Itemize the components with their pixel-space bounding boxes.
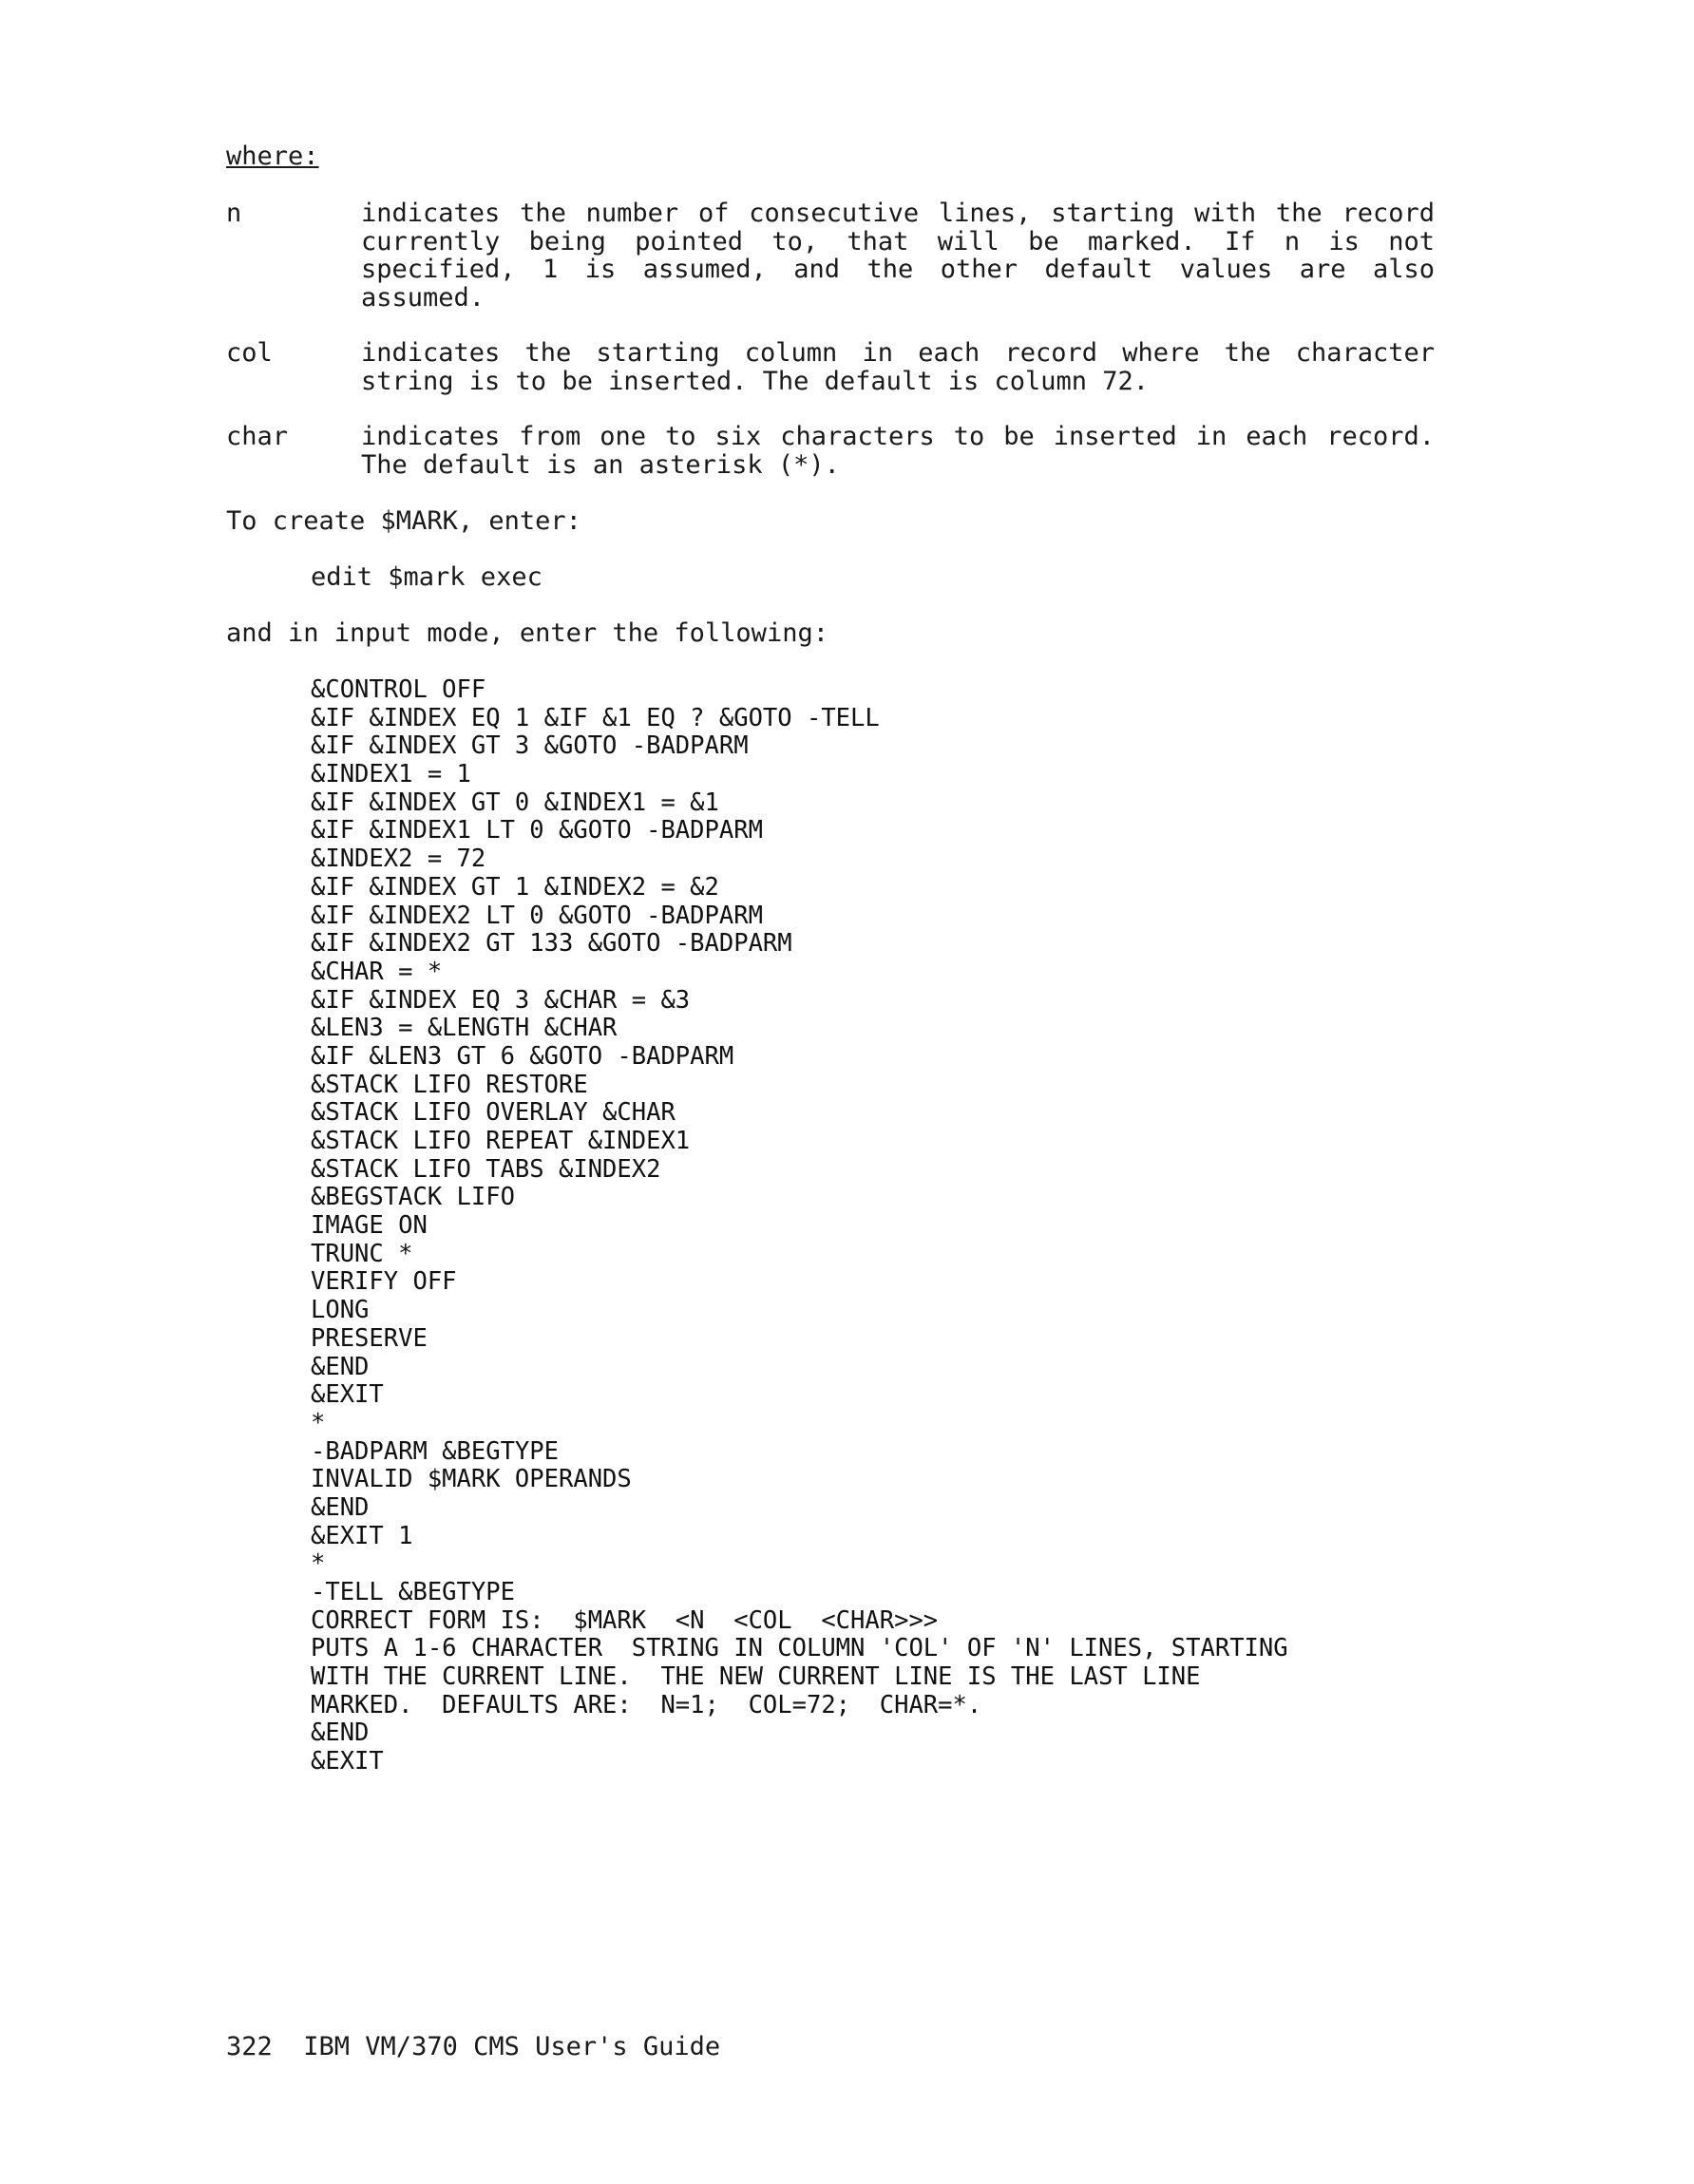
code-line: IMAGE ON	[311, 1211, 428, 1241]
create-intro-text: To create $MARK, enter:	[226, 506, 581, 536]
code-line: &EXIT 1	[311, 1521, 413, 1550]
code-line: &BEGSTACK LIFO	[311, 1183, 515, 1212]
code-line: -BADPARM &BEGTYPE	[311, 1436, 559, 1466]
code-line: &IF &INDEX2 GT 133 &GOTO -BADPARM	[311, 929, 792, 959]
definition-text-char: indicates from one to six characters to be inserted in each record. The default is an asterisk (*).	[361, 422, 1435, 480]
code-line: &END	[311, 1352, 370, 1381]
code-line: &END	[311, 1492, 370, 1522]
code-line: WITH THE CURRENT LINE. THE NEW CURRENT LINE IS THE LAST LINE	[311, 1662, 1201, 1692]
definition-term-n: n	[226, 199, 242, 228]
code-line: LONG	[311, 1296, 370, 1325]
code-line: INVALID $MARK OPERANDS	[311, 1465, 632, 1494]
where-heading: where:	[226, 142, 319, 171]
code-line: &STACK LIFO OVERLAY &CHAR	[311, 1098, 676, 1128]
input-intro-text: and in input mode, enter the following:	[226, 618, 828, 648]
code-line: &IF &INDEX1 LT 0 &GOTO -BADPARM	[311, 816, 763, 845]
code-line: &LEN3 = &LENGTH &CHAR	[311, 1014, 618, 1043]
code-line: &STACK LIFO REPEAT &INDEX1	[311, 1127, 691, 1155]
code-line: &EXIT	[311, 1747, 384, 1776]
code-line: *	[311, 1408, 326, 1437]
code-line: &INDEX1 = 1	[311, 760, 471, 789]
code-line: -TELL &BEGTYPE	[311, 1578, 515, 1606]
code-line: &IF &INDEX GT 3 &GOTO -BADPARM	[311, 731, 749, 761]
code-line: &CHAR = *	[311, 957, 443, 986]
code-line: &INDEX2 = 72	[311, 845, 486, 874]
page-footer: 322 IBM VM/370 CMS User's Guide	[226, 2032, 721, 2061]
code-line: MARKED. DEFAULTS ARE: N=1; COL=72; CHAR=*.	[311, 1690, 982, 1719]
code-line: &IF &INDEX GT 0 &INDEX1 = &1	[311, 788, 719, 817]
exec-code-listing	[311, 676, 1288, 1776]
code-line: &IF &LEN3 GT 6 &GOTO -BADPARM	[311, 1041, 734, 1071]
code-line: PUTS A 1-6 CHARACTER STRING IN COLUMN 'COL' OF 'N' LINES, STARTING	[311, 1634, 1288, 1663]
code-line: TRUNC *	[311, 1239, 413, 1268]
code-line: PRESERVE	[311, 1323, 428, 1353]
definition-term-col: col	[226, 338, 273, 368]
code-line: &END	[311, 1719, 370, 1748]
definition-text-n: indicates the number of consecutive lines, starting with the record currently being pointed to, that will be marked. If n is not specified, 1 is assumed, and the other default values are also assumed.	[361, 199, 1435, 313]
code-line: &IF &INDEX GT 1 &INDEX2 = &2	[311, 872, 719, 902]
code-line: VERIFY OFF	[311, 1267, 457, 1297]
code-line: &CONTROL OFF	[311, 675, 486, 704]
code-line: &STACK LIFO RESTORE	[311, 1070, 588, 1099]
code-line: &IF &INDEX EQ 3 &CHAR = &3	[311, 985, 691, 1015]
code-line: CORRECT FORM IS: $MARK <N <COL <CHAR>>>	[311, 1605, 939, 1635]
definition-text-col: indicates the starting column in each record where the character string is to be inserted. The default is column 72.	[361, 338, 1435, 396]
code-line: *	[311, 1549, 326, 1579]
code-line: &STACK LIFO TABS &INDEX2	[311, 1154, 661, 1184]
edit-command-text: edit $mark exec	[311, 562, 542, 592]
definition-term-char: char	[226, 422, 289, 451]
code-line: &EXIT	[311, 1380, 384, 1410]
code-line: &IF &INDEX2 LT 0 &GOTO -BADPARM	[311, 901, 763, 930]
code-line: &IF &INDEX EQ 1 &IF &1 EQ ? &GOTO -TELL	[311, 703, 880, 732]
